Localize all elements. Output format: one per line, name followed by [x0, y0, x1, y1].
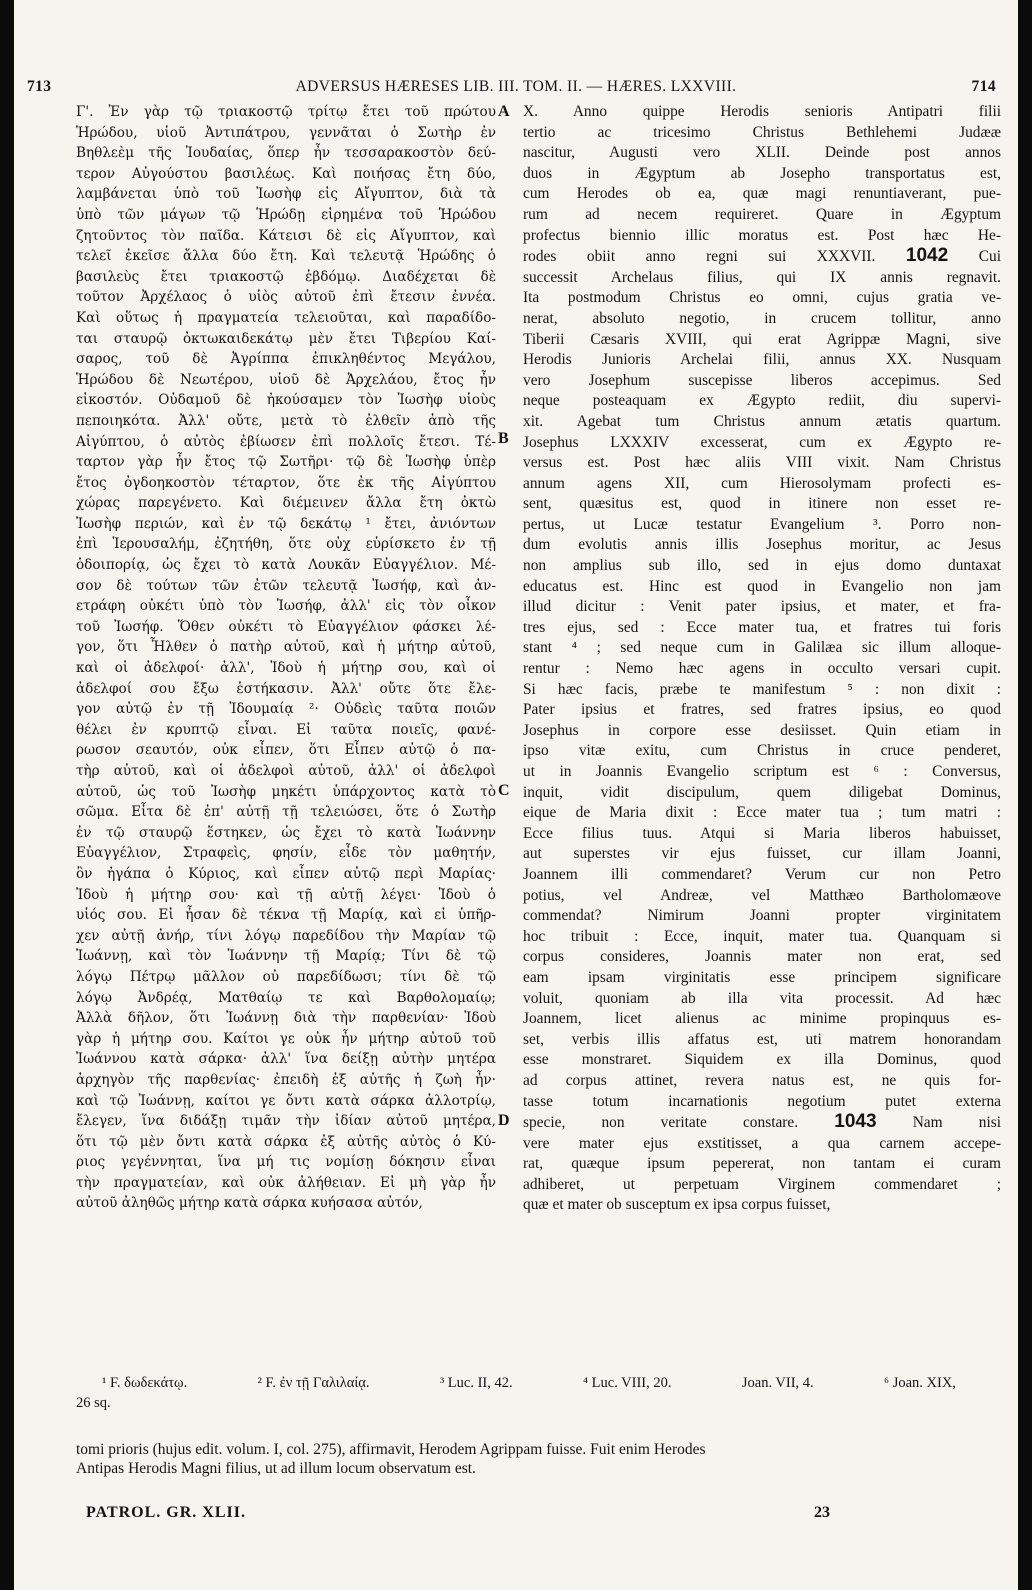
greek-text-line: ὅτι τῷ μὲν ὄντι κατὰ σάρκα ἐξ αὐτῆς αὐτὸς ὁ Κύ- [76, 1133, 496, 1150]
left-page-number: 713 [27, 78, 52, 95]
right-page-number: 714 [971, 78, 996, 95]
greek-text-line: ἔλεγεν, ἵνα διδάξῃ τιμᾶν τὴν ἰδίαν αὐτοῦ μητέρα, [76, 1113, 496, 1130]
latin-text-line: esse monstraret. Siquidem ex illa Dominus, quod [523, 1051, 1001, 1069]
greek-text-line: Ἀλλὰ δῆλον, ὅτι Ἰωάννῃ διὰ τὴν παρθενίαν· Ἰδοὺ [76, 1010, 496, 1027]
greek-text-line: ἐν τῷ σταυρῷ ἕστηκεν, ὡς ἔχει τὸ κατὰ Ἰωάννην [76, 824, 496, 841]
greek-text-line: τερον Αὐγούστου βασιλέως. Καὶ ποιήσας ἔτη δύο, [76, 165, 496, 182]
greek-text-line: λόγῳ Πέτρῳ μᾶλλον οὐ παρεδίδωσι; τίνι δὲ τῷ [76, 968, 496, 985]
greek-text-line: τοῦτον Ἀρχέλαος ὁ υἱὸς αὐτοῦ ἐπὶ ἔτεσιν ἐννέα. [76, 289, 496, 306]
greek-text-line: Καὶ οὕτως ἡ πραγματεία τελειοῦται, καὶ παραδίδο- [76, 309, 496, 326]
latin-text-line: sent, quæsitus est, quod in itinere non esset re- [523, 495, 1001, 513]
greek-text-line: Βηθλεὲμ τῆς Ἰουδαίας, ὅπερ ἦν τεσσαρακοστὸν δεύ- [76, 145, 496, 162]
latin-text-line: versus est. Post hæc aliis VIII vixit. Nam Christus [523, 454, 1001, 472]
latin-text-line: hoc tribuit : Ecce, inquit, mater tua. Quanquam si [523, 927, 1001, 945]
latin-text-line: pertus, ut Lucæ testatur Evangelium ³. Porro non- [523, 515, 1001, 533]
latin-text-line: tertio ac tricesimo Christus Bethlehemi Judææ [523, 123, 1001, 141]
footnote-row [76, 1373, 956, 1393]
greek-text-line: ὑπὸ τῶν μάγων τῷ Ἡρώδῃ εἰρημένα τοῦ Ἡρώδου [76, 206, 496, 223]
sheet-number: 23 [814, 1504, 830, 1521]
running-title: ADVERSUS HÆRESES LIB. III. TOM. II. — HÆRES. LXXVIII. [295, 78, 737, 95]
latin-text-line: neque posteaquam ex Ægypto rediit, diu supervi- [523, 392, 1001, 410]
greek-text-line: καὶ οἱ ἀδελφοί· ἀλλ', Ἰδοὺ ἡ μήτηρ σου, καὶ οἱ [76, 660, 496, 677]
greek-text-line: χεν αὐτῇ ἀνήρ, τίνι λόγῳ παρεδίδου τὴν Μαρίαν τῷ [76, 927, 496, 944]
greek-text-line: εἰκοστόν. Οὐδαμοῦ δὲ ἠκούσαμεν τὸν Ἰωσὴφ υἱοὺς [76, 392, 496, 409]
note-continuation [76, 1440, 986, 1478]
latin-text-line: corpus consideres, Joannis mater non erat, sed [523, 948, 1001, 966]
footnote-1: ¹ F. δωδεκάτῳ. [102, 1375, 188, 1391]
greek-text-line: τὴν πραγματείαν, καὶ οὐκ ἀλήθειαν. Εἰ μὴ γὰρ ἦν [76, 1174, 496, 1191]
greek-text-line: ριος γεγέννηται, ἵνα μή τις νομίσῃ δόκησιν εἶναι [76, 1154, 496, 1171]
latin-text-line: dum evolutis annis illis Josephus moritur, ac Jesus [523, 536, 1001, 554]
latin-text-line: tres ejus, sed : Ecce mater tua, et fratres tui foris [523, 618, 1001, 636]
column-number-marker: 1043 [834, 1111, 877, 1133]
footnote-6-continued: 26 sq. [76, 1395, 111, 1411]
latin-text-line: stant ⁴ ; sed neque cum in Galilæa sic illum alloque- [523, 639, 1001, 657]
greek-text-line: Ἰωάννου κατὰ σάρκα· ἀλλ' ἵνα δείξῃ αὐτὴν μητέρα [76, 1051, 496, 1068]
greek-text-line: ἀδελφοί σου ἔξω ἑστήκασιν. Ἀλλ' οὔτε ὅτε ἔλε- [76, 680, 496, 697]
greek-text-line: γον, ὅτι Ἦλθεν ὁ πατὴρ αὐτοῦ, καὶ ἡ μήτηρ αὐτοῦ, [76, 639, 496, 656]
greek-text-line: λόγῳ Ἀνδρέᾳ, Ματθαίῳ τε καὶ Βαρθολομαίῳ; [76, 989, 496, 1006]
greek-text-line: Εὐαγγέλιον, Στραφεὶς, φησίν, εἶδε τὸν μαθητήν, [76, 845, 496, 862]
footnote-4: ⁴ Luc. VIII, 20. [582, 1375, 672, 1391]
greek-text-line: γον αὐτῷ ἐν τῇ Ἰδουμαίᾳ ²· Οὐδεὶς ταῦτα ποιῶν [76, 701, 496, 718]
latin-text-line: vero Josephum suscepisse liberos accepimus. Sed [523, 371, 1001, 389]
greek-text-line: Αἰγύπτου, ὁ αὐτὸς ἐβίωσεν ἐπὶ πολλοῖς ἔτεσι. Τέ- [76, 433, 496, 450]
greek-text-line: ὁδοιπορίᾳ, ὡς ἔχει τὸ κατὰ Λουκᾶν Εὐαγγέλιον. Μέ- [76, 557, 496, 574]
latin-text-line: Joannem, licet alienus ac minime propinquus es- [523, 1010, 1001, 1028]
latin-text-line: Joannem illi commendaret? Verum cur non Petro [523, 865, 1001, 883]
latin-text-line: potius, vel Andreæ, vel Matthæo Bartholomæove [523, 886, 1001, 904]
latin-text-line: adhiberet, ut perpetuam Virginem commendaret ; [523, 1175, 1001, 1193]
margin-letter-d: D [498, 1112, 510, 1129]
signature-mark: PATROL. GR. XLII. [86, 1504, 246, 1521]
running-header [14, 78, 1018, 102]
latin-text-line: ipso vitæ exitu, cum Christus in cruce penderet, [523, 742, 1001, 760]
latin-text-line: xit. Agebat tum Christus annum ætatis quartum. [523, 412, 1001, 430]
footnote-5: Joan. VII, 4. [741, 1375, 814, 1391]
greek-text-line: ὃν ἠγάπα ὁ Κύριος, καὶ εἶπεν αὐτῷ περὶ Μαρίας· [76, 865, 496, 882]
greek-text-line: ται σταυρῷ ὀκτωκαιδεκάτῳ μὲν ἔτει Τιβερίου Καί- [76, 330, 496, 347]
greek-text-line: ἔτος ὀγδοηκοστὸν τέταρτον, ὅτε ἐκ τῆς Αἰγύπτου [76, 474, 496, 491]
footnote-6: ⁶ Joan. XIX, [884, 1375, 956, 1391]
latin-text-line: Ecce filius tuus. Atqui si Maria liberos habuisset, [523, 824, 1001, 842]
greek-text-line: λαμβάνεται ὑπὸ τοῦ Ἰωσὴφ εἰς Αἴγυπτον, διὰ τὰ [76, 186, 496, 203]
greek-text-line: τελεῖ ἐκεῖσε ἄλλα δύο ἔτη. Καὶ τελευτᾷ Ἡρώδης ὁ [76, 248, 496, 265]
latin-text-line: Tiberii Cæsaris XVIII, qui erat Agrippæ Magni, sive [523, 330, 1001, 348]
latin-text-line: Herodis Junioris Archelai filii, annus XX. Nusquam [523, 351, 1001, 369]
greek-text-line: σῶμα. Εἶτα δὲ ἐπ' αὐτῇ τῇ τελειώσει, ὅτε ὁ Σωτὴρ [76, 804, 496, 821]
greek-text-line: Ἡρώδου δὲ Νεωτέρου, υἱοῦ δὲ Ἀρχελάου, ἔτος ἦν [76, 371, 496, 388]
greek-text-line: τοῦ Ἰωσήφ. Ὅθεν οὐκέτι τὸ Εὐαγγέλιον φάσκει λέ- [76, 618, 496, 635]
latin-text-line: rat, quæque ipsum pepererat, non tantam ei curam [523, 1155, 1001, 1173]
latin-text-line: Si hæc facis, præbe te manifestum ⁵ : non dixit : [523, 680, 1001, 698]
latin-text-line: vere mater ejus exstitisset, a qua carnem accepe- [523, 1134, 1001, 1152]
footnote-2: ² F. ἐν τῇ Γαλιλαίᾳ. [257, 1375, 370, 1391]
greek-text-line: τὴρ αὐτοῦ, καὶ οἱ ἀδελφοὶ αὐτοῦ, ἀλλ' οἱ ἀδελφοὶ [76, 763, 496, 779]
footnotes [76, 1373, 956, 1413]
latin-text-line: Josephus in corpore esse desiisset. Quin etiam in [523, 721, 1001, 739]
latin-text-line: non amplius sub illo, sed in ejus domo duntaxat [523, 557, 1001, 575]
latin-text-line: duos in Ægyptum ab Josepho transportatus est, [523, 164, 1001, 182]
latin-text-line: specie, non veritate constare. 1043 Nam nisi [523, 1111, 1002, 1133]
greek-text-line: υἱός σου. Εἰ ἦσαν δὲ τέκνα τῇ Μαρίᾳ, καὶ εἰ ὑπῆρ- [76, 907, 496, 924]
latin-text-line: Ita postmodum Christus eo omni, cujus gratia ve- [523, 289, 1001, 307]
document-page [14, 0, 1018, 1590]
greek-text-line: αὐτοῦ ἀληθῶς μήτηρ κατὰ σάρκα κυήσασα αὐτόν, [76, 1195, 423, 1212]
greek-text-line: σον δὲ τούτων τῶν ἐτῶν τελευτᾷ Ἰωσήφ, καὶ ἀν- [76, 577, 496, 594]
note-line-2: Antipas Herodis Magni filius, ut ad illum locum observatum est. [76, 1460, 476, 1477]
column-number-marker: 1042 [905, 245, 949, 267]
latin-text-line: rodes obiit anno regni sui XXXVII. 1042 Cui [523, 245, 1001, 267]
greek-text-line: γὰρ ἡ μήτηρ σου. Καίτοι γε οὐκ ἦν μήτηρ αὐτοῦ τοῦ [76, 1030, 496, 1047]
greek-text-line: ετράφη οὐκέτι ὑπὸ τὸν Ἰωσήφ, ἀλλ' εἰς τὸν οἶκον [76, 598, 496, 615]
footnote-continuation [76, 1393, 956, 1413]
greek-text-line: ἀρχηγὸν τῆς παρθενίας· ἐπειδὴ ἐξ αὐτῆς ἡ ζωὴ ἦν· [76, 1071, 496, 1088]
latin-text-line: profectus biennio illic moratus est. Post hæc He- [523, 226, 1001, 244]
latin-text-line: educatus est. Hinc est quod in Evangelio non jam [523, 577, 1001, 595]
margin-letter-a: A [498, 103, 510, 120]
greek-text-line: θέλει ἐν κρυπτῷ εἶναι. Εἰ ταῦτα ποιεῖς, φανέ- [76, 721, 496, 738]
greek-text-line: χώρας παρεγένετο. Καὶ διέμεινεν ἄλλα ἔτη ὀκτὼ [76, 495, 496, 512]
greek-text-line: ζητοῦντος τὸν παῖδα. Κάτεισι δὲ εἰς Αἴγυπτον, καὶ [76, 227, 496, 244]
greek-text-line: πεποιηκότα. Ἀλλ' οὔτε, μετὰ τὸ ἐλθεῖν ἀπὸ τῆς [76, 412, 496, 429]
greek-text-line: Ἡρώδου, υἱοῦ Ἀντιπάτρου, γεννᾶται ὁ Σωτὴρ ἐν [76, 124, 496, 141]
latin-text-line: illud dicitur : Venit pater ipsius, et mater, et fra- [523, 598, 1001, 616]
note-line-1: tomi prioris (hujus edit. volum. I, col. 275), affirmavit, Herodem Agrippam fuisse. Fuit enim Herodes [76, 1441, 706, 1458]
latin-text-line: X. Anno quippe Herodis senioris Antipatri filii [523, 103, 1001, 120]
greek-text-line: Γ'. Ἐν γὰρ τῷ τριακοστῷ τρίτῳ ἔτει τοῦ πρώτου [76, 104, 496, 120]
latin-text-line: aut superstes vir ejus fuisset, cur illam Joanni, [523, 845, 1001, 863]
latin-text-line: ut in Joannis Evangelio scriptum est ⁶ : Conversus, [523, 763, 1001, 780]
latin-text-line: rentur : Nemo hæc agens in occulto versari cupit. [523, 660, 1001, 678]
greek-text-line: ἐπὶ Ἱερουσαλήμ, ἐζητήθη, ὅτε οὐχ εὑρίσκετο ἐν τῇ [76, 536, 496, 553]
latin-text-line: ad corpus attinet, revera natus est, ne quis for- [523, 1071, 1001, 1089]
latin-text-line: inquit, vidit discipulum, quem diligebat Dominus, [523, 783, 1001, 801]
latin-text-line: Josephus LXXXIV excesserat, cum ex Ægypto re- [523, 433, 1001, 451]
latin-text-line: voluit, quoniam ab illa vita processit. Ad hæc [523, 989, 1001, 1007]
greek-text-line: Ἰωάννῃ, καὶ τὸν Ἰωάννην τῇ Μαρίᾳ; Τίνι δὲ τῷ [76, 948, 496, 965]
latin-text-line: tasse totum incarnationis negotium putet externa [523, 1092, 1001, 1110]
latin-text-line: set, verbis illis affatus est, uti matrem honorandam [523, 1030, 1001, 1048]
latin-text-line: nerat, absoluto negotio, in crucem tollitur, anno [523, 309, 1001, 327]
greek-text-line: καὶ τῷ Ἰωάννῃ, καίτοι γε ὄντι κατὰ σάρκα ἀλλοτρίῳ, [76, 1092, 496, 1109]
footnote-3: ³ Luc. II, 42. [439, 1375, 513, 1391]
greek-text-line: Ἰδοὺ ἡ μήτηρ σου· καὶ τῇ αὐτῇ λέγει· Ἰδοὺ ὁ [76, 886, 496, 903]
greek-text-line: βασιλεὺς ἔτει τριακοστῷ ἑβδόμῳ. Διαδέχεται δὲ [76, 268, 496, 285]
latin-text-line: quæ et mater ob susceptum ex ipsa corpus fuisset, [523, 1196, 831, 1214]
margin-letter-b: B [498, 430, 509, 447]
greek-text-line: αὐτοῦ, ὡς τοῦ Ἰωσὴφ μηκέτι ὑπάρχοντος κατὰ τὸ [76, 783, 496, 800]
latin-text-line: cum Herodes ob ea, quæ magi renuntiaverant, pue- [523, 185, 1001, 203]
greek-text-line: Ἰωσὴφ περιών, καὶ ἐν τῷ δεκάτῳ ¹ ἔτει, ἀνιόντων [76, 515, 496, 532]
latin-text-line: rum ad necem requireret. Quare in Ægyptum [523, 205, 1001, 223]
greek-text-line: ταρτον γὰρ ἦν ἔτος τῷ Σωτῆρι· τῷ δὲ Ἰωσὴφ ὑπὲρ [76, 454, 496, 471]
latin-text-line: commendat? Nimirum Joanni propter virginitatem [523, 907, 1001, 925]
latin-column [523, 102, 1001, 1216]
latin-text-line: eique de Maria dixit : Ecce mater tua ; tum matri : [523, 804, 1001, 822]
greek-text-line: σαρος, τοῦ δὲ Ἀγρίππα ἐπικληθέντος Μεγάλου, [76, 351, 496, 368]
latin-text-line: nascitur, Augusti vero XLII. Deinde post annos [523, 144, 1001, 162]
greek-column [76, 102, 496, 1214]
greek-text-line: ρωσον σεαυτόν, οὐκ εἶπεν, ὅτι Εἶπεν αὐτῷ ὁ πα- [76, 742, 496, 759]
latin-text-line: Pater ipsius et fratres, sed fratres ipsius, eo quod [523, 701, 1001, 719]
latin-text-line: annum agens XII, cum Hierosolymam profecti es- [523, 474, 1001, 492]
latin-text-line: eam ipsam virginitatis esse principem significare [523, 968, 1001, 986]
latin-text-line: successit Archelaus filius, qui IX annis regnavit. [523, 268, 1001, 286]
margin-letter-c: C [498, 782, 510, 799]
